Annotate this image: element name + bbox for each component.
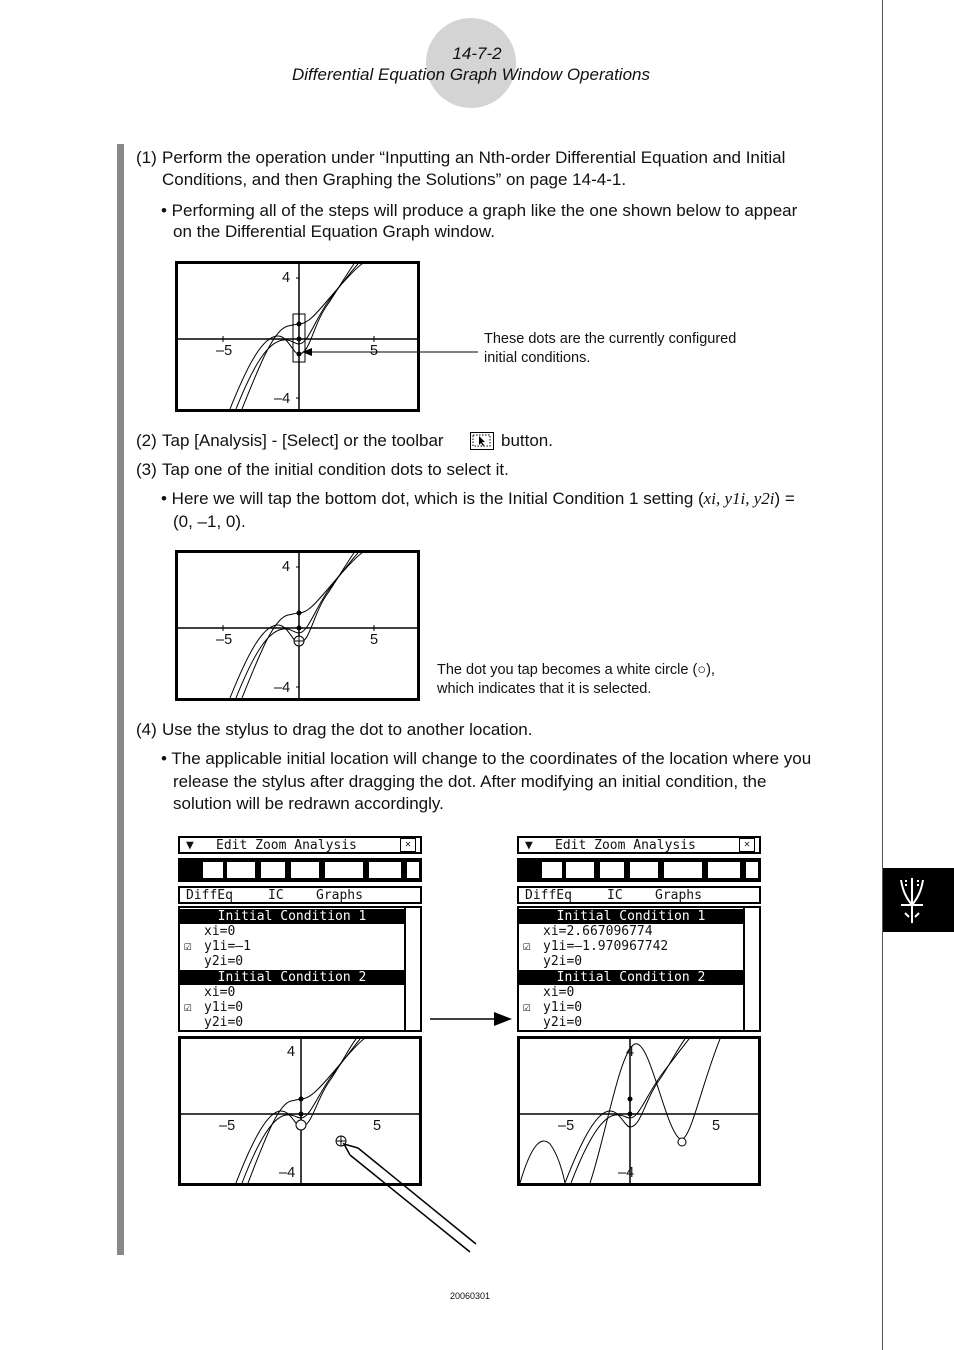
ic2-header[interactable]: Initial Condition 2 — [519, 970, 743, 985]
step-4-number: (4) — [136, 720, 157, 739]
page-title: Differential Equation Graph Window Operations — [292, 65, 650, 84]
toolbar-button[interactable] — [629, 861, 659, 879]
toolbar-button[interactable] — [707, 861, 741, 879]
graph-1-xmax: 5 — [370, 343, 379, 359]
ic-list — [178, 906, 422, 1032]
callout-2-line2: which indicates that it is selected. — [437, 681, 652, 697]
ic1-xi[interactable]: xi=0 — [204, 924, 236, 939]
ic2-xi[interactable]: xi=0 — [543, 985, 575, 1000]
checkbox-icon[interactable]: ☑ — [184, 1000, 192, 1015]
ic-list — [517, 906, 761, 1032]
menu-labels[interactable]: Edit Zoom Analysis — [555, 838, 696, 853]
step-1-line2: Conditions, and then Graphing the Solutions” on page 14-4-1. — [162, 170, 627, 189]
toolbar-button[interactable] — [541, 861, 563, 879]
callout-1-line1: These dots are the currently configured — [484, 331, 737, 347]
toolbar-button[interactable] — [663, 861, 703, 879]
ic1-header[interactable]: Initial Condition 1 — [180, 909, 404, 924]
graph-2-xmax: 5 — [370, 632, 379, 648]
toolbar-button[interactable] — [202, 861, 224, 879]
toolbar — [517, 858, 761, 882]
graph-before-xmin: –5 — [219, 1118, 236, 1134]
toolbar-button[interactable] — [226, 861, 256, 879]
zoom-box-icon[interactable] — [599, 861, 625, 879]
step-3-bullet-line1: • Here we will tap the bottom dot, which is the Initial Condition 1 setting (xi, y1i, y2i) = — [161, 489, 795, 508]
toolbar — [178, 858, 422, 882]
graph-1-xmin: –5 — [216, 343, 233, 359]
checkbox-icon[interactable]: ☑ — [184, 939, 192, 954]
graph-after-ymax: 4 — [626, 1044, 635, 1060]
menu-bar — [517, 836, 761, 854]
toolbar-scroll-right-icon[interactable] — [406, 861, 420, 879]
transition-arrow — [430, 1010, 514, 1028]
ic2-y1i[interactable]: y1i=0 — [204, 1000, 244, 1015]
close-icon[interactable]: ✕ — [739, 838, 755, 852]
tab-graphs[interactable]: Graphs — [655, 888, 702, 903]
graph-before-xmax: 5 — [373, 1118, 382, 1134]
graph-2-ymax: 4 — [282, 559, 291, 575]
ic2-header[interactable]: Initial Condition 2 — [180, 970, 404, 985]
step-4-text: Use the stylus to drag the dot to another location. — [162, 720, 533, 739]
menu-arrow-icon[interactable]: ▼ — [186, 838, 194, 853]
graph-before-ymax: 4 — [287, 1044, 296, 1060]
menu-arrow-icon[interactable]: ▼ — [525, 838, 533, 853]
checkbox-icon[interactable]: ☑ — [523, 939, 531, 954]
close-icon[interactable]: ✕ — [400, 838, 416, 852]
graph-2-xmin: –5 — [216, 632, 233, 648]
callout-2-line1: The dot you tap becomes a white circle (○), — [437, 662, 715, 678]
graph-before-ymin: –4 — [279, 1165, 296, 1181]
chapter-tab — [883, 868, 954, 932]
ic1-y2i[interactable]: y2i=0 — [543, 954, 583, 969]
graph-1-ymin: –4 — [274, 391, 291, 407]
menu-labels[interactable]: Edit Zoom Analysis — [216, 838, 357, 853]
menu-bar — [178, 836, 422, 854]
ic1-xi[interactable]: xi=2.667096774 — [543, 924, 653, 939]
calc-screen-after — [517, 836, 761, 1186]
ic2-xi[interactable]: xi=0 — [204, 985, 236, 1000]
graph-1-plot — [178, 264, 417, 409]
callout-1-line2: initial conditions. — [484, 350, 591, 366]
step-1-bullet-line1: • Performing all of the steps will produce a graph like the one shown below to appear — [161, 201, 798, 220]
tab-graphs[interactable]: Graphs — [316, 888, 363, 903]
step-4-bullet-line2: release the stylus after dragging the dot. After modifying an initial condition, the — [173, 772, 767, 791]
step-2-text-after: button. — [501, 431, 553, 450]
callout-1-arrow — [300, 340, 480, 360]
graph-after-xmin: –5 — [558, 1118, 575, 1134]
select-tool-button[interactable] — [470, 432, 494, 450]
ic1-y2i[interactable]: y2i=0 — [204, 954, 244, 969]
diffeq-chapter-icon — [883, 868, 954, 932]
section-bar — [117, 144, 124, 1255]
step-1-number: (1) — [136, 148, 157, 167]
ic2-y1i[interactable]: y1i=0 — [543, 1000, 583, 1015]
step-2-text-before: Tap [Analysis] - [Select] or the toolbar — [162, 431, 444, 450]
toolbar-scroll-right-icon[interactable] — [745, 861, 759, 879]
toolbar-button[interactable] — [290, 861, 320, 879]
graph-1-ymax: 4 — [282, 270, 291, 286]
graph-2-ymin: –4 — [274, 680, 291, 696]
toolbar-button[interactable] — [565, 861, 595, 879]
tab-bar — [517, 886, 761, 904]
zoom-box-icon[interactable] — [260, 861, 286, 879]
ic1-y1i[interactable]: y1i=–1 — [204, 939, 251, 954]
graph-window-after[interactable] — [517, 1036, 761, 1186]
tab-diffeq[interactable]: DiffEq — [186, 888, 233, 903]
step-3-number: (3) — [136, 460, 157, 479]
graph-after-plot — [520, 1039, 758, 1183]
margin-line — [882, 0, 883, 1350]
step-3-bullet-line2: (0, –1, 0). — [173, 512, 246, 531]
graph-1 — [175, 261, 420, 412]
tab-bar — [178, 886, 422, 904]
step-2-number: (2) — [136, 431, 157, 450]
checkbox-icon[interactable]: ☑ — [523, 1000, 531, 1015]
footer-code: 20060301 — [449, 1291, 491, 1301]
tab-diffeq[interactable]: DiffEq — [525, 888, 572, 903]
toolbar-button[interactable] — [324, 861, 364, 879]
stylus-icon — [330, 1130, 480, 1260]
page-number: 14-7-2 — [452, 44, 502, 63]
step-4-bullet-line3: solution will be redrawn accordingly. — [173, 794, 444, 813]
ic1-header[interactable]: Initial Condition 1 — [519, 909, 743, 924]
ic2-y2i[interactable]: y2i=0 — [204, 1015, 244, 1030]
graph-after-ymin: –4 — [618, 1165, 635, 1181]
graph-2 — [175, 550, 420, 701]
step-4-bullet-line1: • The applicable initial location will change to the coordinates of the location where you — [161, 749, 812, 768]
tab-ic[interactable]: IC — [607, 888, 623, 903]
scrollbar[interactable] — [404, 908, 420, 1030]
tab-ic[interactable]: IC — [268, 888, 284, 903]
scrollbar[interactable] — [743, 908, 759, 1030]
toolbar-button[interactable] — [368, 861, 402, 879]
graph-2-plot — [178, 553, 417, 698]
step-1-bullet-line2: on the Differential Equation Graph window. — [173, 222, 495, 241]
graph-after-xmax: 5 — [712, 1118, 721, 1134]
ic1-y1i[interactable]: y1i=–1.970967742 — [543, 939, 669, 954]
step-3-text: Tap one of the initial condition dots to select it. — [162, 460, 509, 479]
select-arrow-icon — [471, 433, 492, 448]
step-1-line1: Perform the operation under “Inputting an Nth-order Differential Equation and Initial — [162, 148, 786, 167]
ic2-y2i[interactable]: y2i=0 — [543, 1015, 583, 1030]
